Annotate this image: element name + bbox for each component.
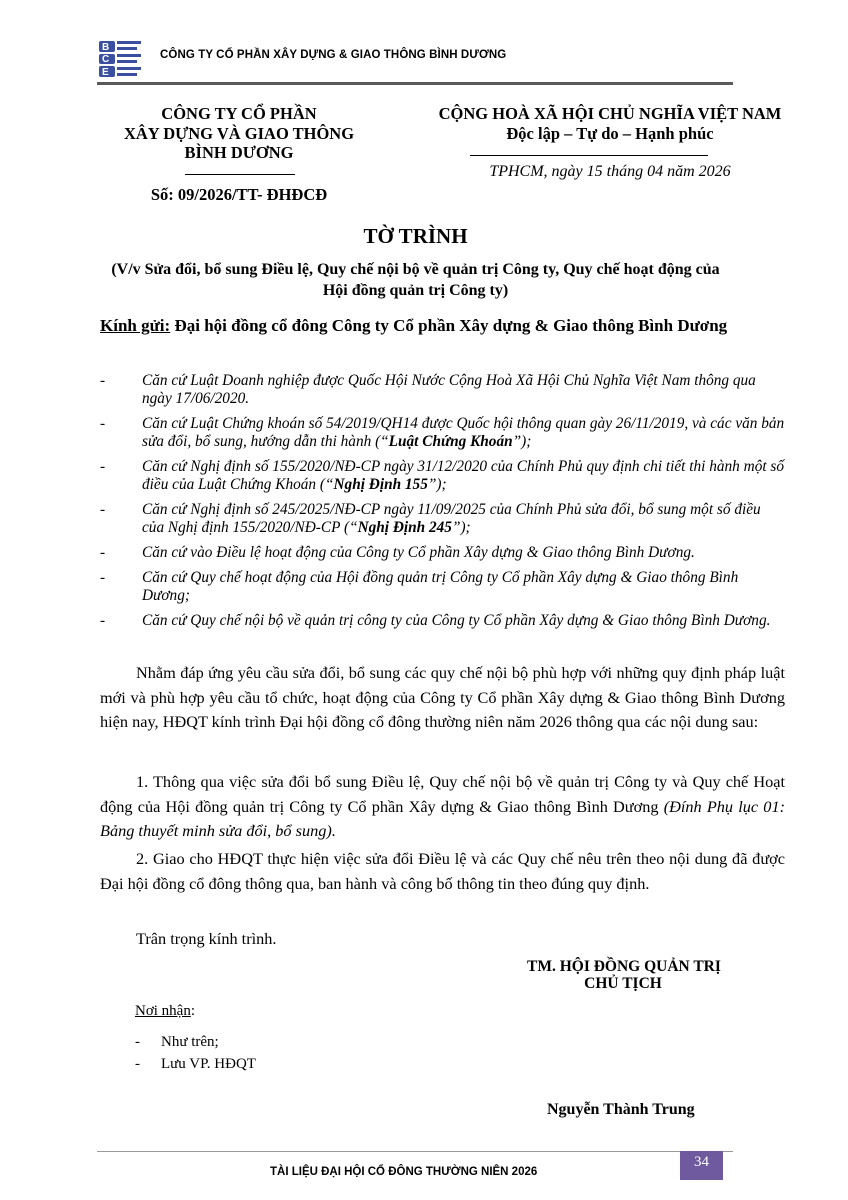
list-item: - Căn cứ Quy chế nội bộ về quản trị công ty của Công ty Cổ phần Xây dựng & Giao thông Bình Dương. bbox=[100, 612, 771, 629]
resolution-item-2: 2. Giao cho HĐQT thực hiện việc sửa đổi Điều lệ và các Quy chế nêu trên theo nội dung đã được Đại hội đồng cổ đông thông qua, ban hành và công bố thông tin theo đúng quy định. bbox=[100, 849, 785, 893]
list-item: - Căn cứ Luật Doanh nghiệp được Quốc Hội Nước Cộng Hoà Xã Hội Chủ Nghĩa Việt Nam thông qua ngày 17/06/2020. bbox=[100, 372, 756, 407]
intro-paragraph: Nhằm đáp ứng yêu cầu sửa đổi, bổ sung các quy chế nội bộ phù hợp với những quy định pháp luật mới và phù hợp yêu cầu tổ chức, hoạt động của Công ty Cổ phần Xây dựng & Giao thông Bình Dương hiện nay, HĐQT kính trình Đại hội đồng cổ đông thường niên năm 2026 thông qua các nội dung sau: bbox=[100, 663, 785, 731]
issuer-line-3: BÌNH DƯƠNG bbox=[184, 143, 294, 162]
issuer-line-1: CÔNG TY CỔ PHẦN bbox=[161, 104, 317, 123]
recipients-label: Nơi nhận: bbox=[135, 1003, 196, 1019]
signature-title: CHỦ TỊCH bbox=[584, 975, 662, 992]
resolution-item-1: 1. Thông qua việc sửa đổi bổ sung Điều lệ, Quy chế nội bộ về quản trị Công ty và Quy chế Hoạt động của Hội đồng quản trị Công ty Cổ phần Xây dựng & Giao thông Bình Dương (Đính Phụ lục 01: Bảng thuyết minh sửa đổi, bổ sung). bbox=[100, 772, 786, 840]
company-logo bbox=[97, 39, 145, 79]
issuer-divider bbox=[185, 174, 295, 175]
national-motto-block bbox=[390, 104, 830, 144]
recipient-text: Đại hội đồng cổ đông Công ty Cổ phần Xây dựng & Giao thông Bình Dương bbox=[170, 316, 728, 335]
closing-line: Trân trọng kính trình. bbox=[136, 929, 277, 948]
recipient-label: Kính gửi: bbox=[100, 316, 171, 335]
national-name: CỘNG HOÀ XÃ HỘI CHỦ NGHĨA VIỆT NAM bbox=[438, 104, 782, 123]
page-number: 34 bbox=[680, 1151, 723, 1180]
header-divider bbox=[97, 82, 733, 85]
signer-name: Nguyễn Thành Trung bbox=[547, 1101, 695, 1118]
document-number: Số: 09/2026/TT- ĐHĐCĐ bbox=[150, 185, 328, 204]
list-item: - Căn cứ Nghị định số 155/2020/NĐ-CP ngày 31/12/2020 của Chính Phủ quy định chi tiết thi hành một số điều của Luật Chứng Khoán (“Nghị Định 155”); bbox=[100, 458, 785, 493]
svg-text:B: B bbox=[102, 42, 110, 53]
footer-divider bbox=[97, 1151, 733, 1152]
recipient-line bbox=[100, 315, 733, 337]
list-item: - Căn cứ Luật Chứng khoán số 54/2019/QH14 được Quốc hội thông quan gày 26/11/2019, và các văn bản sửa đổi, bổ sung, hướng dẫn thi hành (“Luật Chứng Khoán”); bbox=[100, 415, 785, 450]
header-company-name: CÔNG TY CỔ PHẦN XÂY DỰNG & GIAO THÔNG BÌNH DƯƠNG bbox=[160, 49, 507, 61]
document-subject: (V/v Sửa đổi, bổ sung Điều lệ, Quy chế nội bộ về quản trị Công ty, Quy chế hoạt động của Hội đồng quản trị Công ty) bbox=[111, 261, 720, 299]
issuer-block bbox=[98, 104, 380, 163]
list-item: - Như trên; bbox=[135, 1034, 219, 1050]
national-motto: Độc lập – Tự do – Hạnh phúc bbox=[506, 124, 714, 143]
signature-role: TM. HỘI ĐỒNG QUẢN TRỊ bbox=[527, 958, 721, 975]
svg-text:E: E bbox=[102, 67, 109, 78]
issuer-line-2: XÂY DỰNG VÀ GIAO THÔNG bbox=[123, 123, 355, 143]
document-date: TPHCM, ngày 15 tháng 04 năm 2026 bbox=[489, 163, 731, 180]
list-item: - Căn cứ Quy chế hoạt động của Hội đồng quản trị Công ty Cổ phần Xây dựng & Giao thông Bình Dương; bbox=[100, 569, 739, 604]
document-title: TỜ TRÌNH bbox=[363, 224, 468, 248]
svg-text:C: C bbox=[102, 54, 110, 65]
motto-divider bbox=[470, 155, 708, 156]
list-item: - Lưu VP. HĐQT bbox=[135, 1056, 256, 1072]
footer-text: TÀI LIỆU ĐẠI HỘI CỔ ĐÔNG THƯỜNG NIÊN 2026 bbox=[270, 1166, 538, 1178]
list-item: - Căn cứ Nghị định số 245/2025/NĐ-CP ngày 11/09/2025 của Chính Phủ sửa đổi, bổ sung một số điều của Nghị định 155/2020/NĐ-CP (“Nghị Định 245”); bbox=[100, 501, 761, 536]
recipients-list bbox=[135, 1031, 256, 1075]
legal-bases-list bbox=[100, 372, 785, 637]
list-item: - Căn cứ vào Điều lệ hoạt động của Công ty Cổ phần Xây dựng & Giao thông Bình Dương. bbox=[100, 544, 695, 561]
